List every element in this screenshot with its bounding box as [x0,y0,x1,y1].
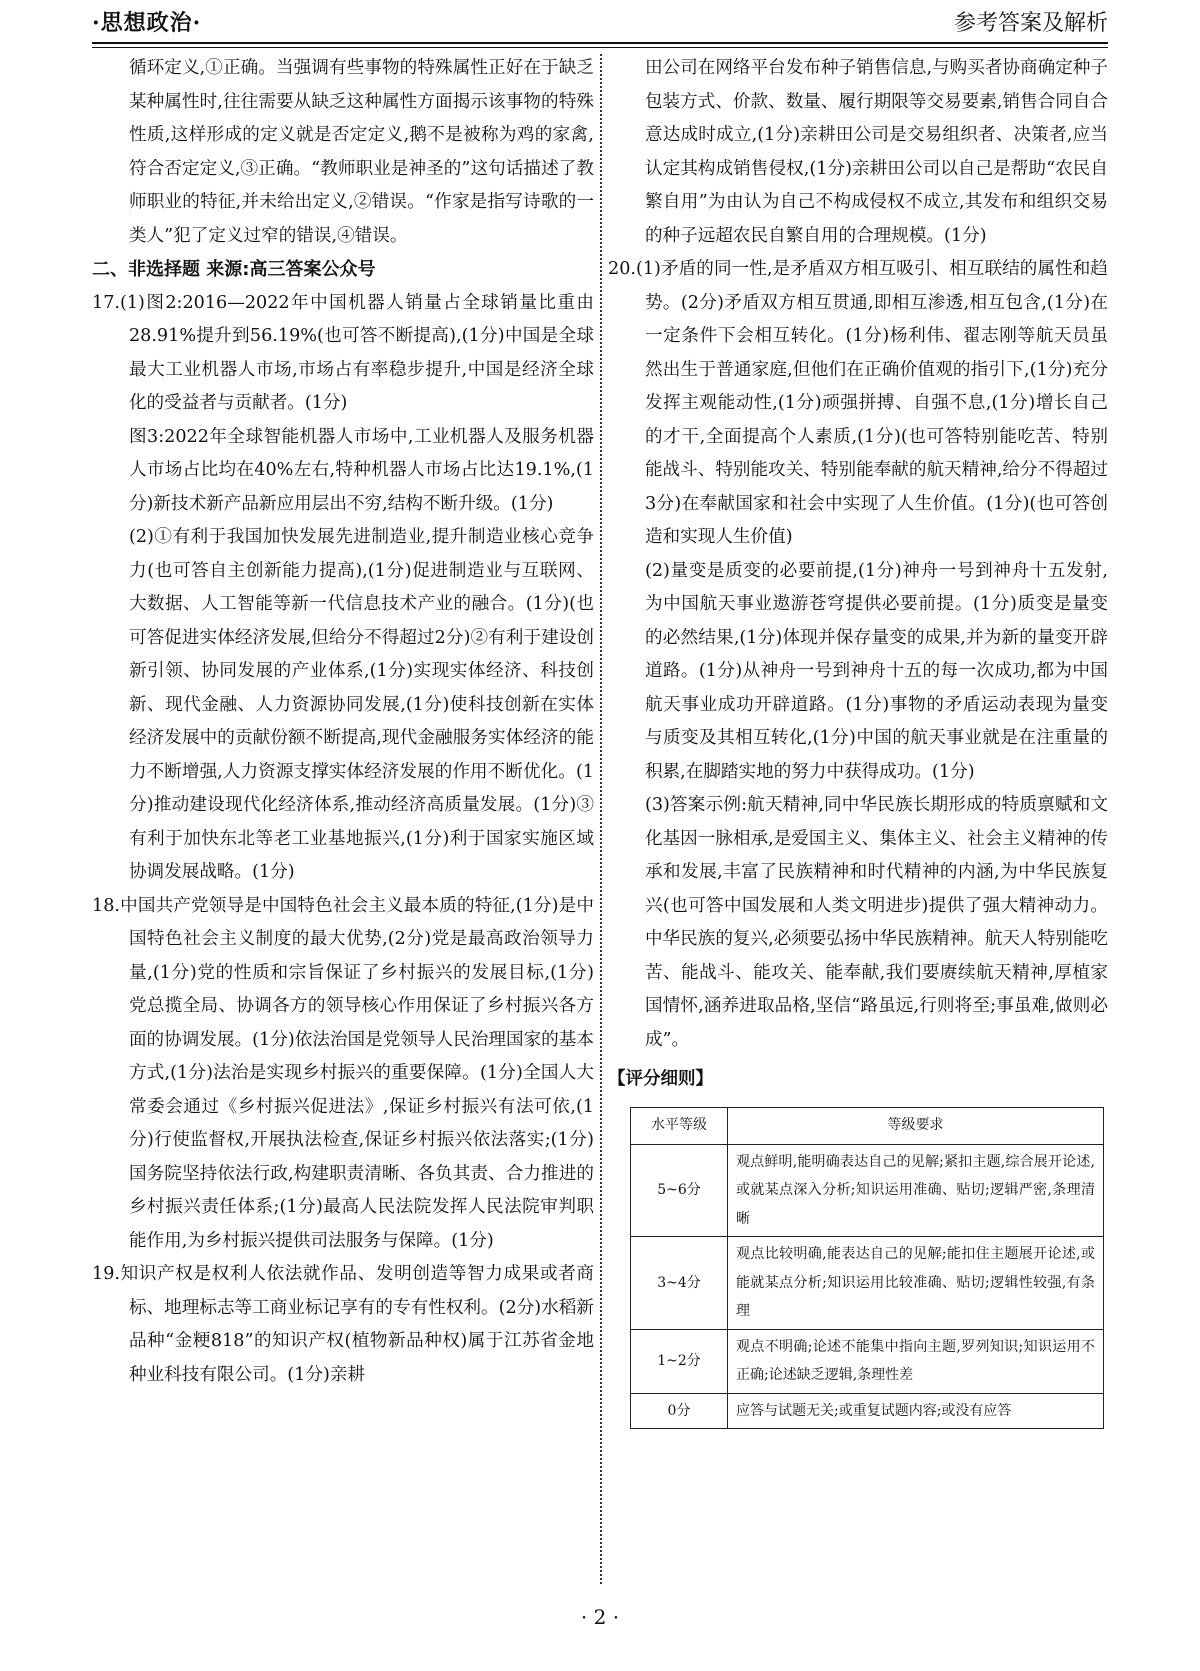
table-header-row [631,1107,1104,1144]
requirement-cell: 观点比较明确,能表达自己的见解;能扣住主题展开论述,或能就某点分析;知识运用比较准确、贴切;逻辑性较强,有条理 [728,1237,1104,1330]
section-title: 二、非选择题 来源:高三答案公众号 [92,259,376,280]
requirement-cell: 观点鲜明,能明确表达自己的见解;紧扣主题,综合展开论述,或就某点深入分析;知识运用准确、贴切;逻辑严密,条理清晰 [728,1144,1104,1237]
intro-paragraph: 循环定义,①正确。当强调有些事物的特殊属性正好在于缺乏某种属性时,往往需要从缺乏这种属性方面揭示该事物的特殊性质,这样形成的定义就是否定定义,鹅不是被称为鸡的家禽,符合否定定义,③正确。“教师职业是神圣的”这句话描述了教师职业的特征,并未给出定义,②错误。“作家是指写诗歌的一类人”犯了定义过窄的错误,④错误。 [128,58,594,246]
q20-part1: 20.(1)矛盾的同一性,是矛盾双方相互吸引、相互联结的属性和趋势。(2分)矛盾双方相互贯通,即相互渗透,相互包含,(1分)在一定条件下会相互转化。(1分)杨利伟、翟志刚等航天员虽然出生于普通家庭,但他们在正确价值观的指引下,(1分)充分发挥主观能动性,(1分)顽强拼搏、自强不息,(1分)增长自己的才干,全面提高个人素质,(1分)(也可答特别能吃苦、特别能战斗、特别能攻关、特别能奉献的航天精神,给分不得超过3分)在奉献国家和社会中实现了人生价值。(1分)(也可答创造和实现人生价值) [608,259,1108,547]
q19-answer-cont: 田公司在网络平台发布种子销售信息,与购买者协商确定种子包装方式、价款、数量、履行期限等交易要素,销售合同自合意达成时成立,(1分)亲耕田公司是交易组织者、决策者,应当认定其构成销售侵权,(1分)亲耕田公司以自己是帮助“农民自繁自用”为由认为自己不构成侵权不成立,其发布和组织交易的种子远超农民自繁自用的合理规模。(1分) [644,58,1108,246]
q20-part3: (3)答案示例:航天精神,同中华民族长期形成的特质禀赋和文化基因一脉相承,是爱国主义、集体主义、社会主义精神的传承和发展,丰富了民族精神和时代精神的内涵,为中华民族复兴(也可答中国发展和人类文明进步)提供了强大精神动力。中华民族的复兴,必须要弘扬中华民族精神。航天人特别能吃苦、能战斗、能攻关、能奉献,我们要赓续航天精神,厚植家国情怀,涵养进取品格,坚信“路虽远,行则将至;事虽难,做则必成”。 [644,795,1108,1050]
level-cell: 1~2分 [631,1329,728,1393]
header-rule-thick [92,42,1108,44]
level-cell: 3~4分 [631,1237,728,1330]
rubric-title: 【评分细则】 [608,1069,713,1089]
q19-answer-start: 19.知识产权是权利人依法就作品、发明创造等智力成果或者商标、地理标志等工商业标记享有的专有性权利。(2分)水稻新品种“金粳818”的知识产权(植物新品种权)属于江苏省金地种业科技有限公司。(1分)亲耕 [92,1264,594,1385]
q18-answer: 18.中国共产党领导是中国特色社会主义最本质的特征,(1分)是中国特色社会主义制度的最大优势,(2分)党是最高政治领导力量,(1分)党的性质和宗旨保证了乡村振兴的发展目标,(1分)党总揽全局、协调各方的领导核心作用保证了乡村振兴各方面的协调发展。(1分)依法治国是党领导人民治理国家的基本方式,(1分)法治是实现乡村振兴的重要保障。(1分)全国人大常委会通过《乡村振兴促进法》,保证乡村振兴有法可依,(1分)行使监督权,开展执法检查,保证乡村振兴依法落实;(1分)国务院坚持依法行政,构建职责清晰、各负其责、合力推进的乡村振兴责任体系;(1分)最高人民法院发挥人民法院审判职能作用,为乡村振兴提供司法服务与保障。(1分) [92,895,594,1251]
table-row [631,1393,1104,1429]
page-number: · 2 · [580,1605,620,1629]
q17-part1-fig3: 图3:2022年全球智能机器人市场中,工业机器人及服务机器人市场占比均在40%左右,特种机器人市场占比达19.1%,(1分)新技术新产品新应用层出不穷,结构不断升级。(1分) [128,426,594,514]
page-header [92,0,1108,44]
level-cell: 5~6分 [631,1144,728,1237]
q20-part2: (2)量变是质变的必要前提,(1分)神舟一号到神舟十五发射,为中国航天事业遨游苍穹提供必要前提。(1分)质变是量变的必然结果,(1分)体现并保存量变的成果,并为新的量变开辟道路。(1分)从神舟一号到神舟十五的每一次成功,都为中国航天事业成功开辟道路。(1分)事物的矛盾运动表现为量变与质变及其相互转化,(1分)中国的航天事业就是在注重量的积累,在脚踏实地的努力中获得成功。(1分) [644,560,1108,782]
table-row [631,1329,1104,1393]
right-column [608,52,1108,1429]
header-title: 参考答案及解析 [953,11,1108,36]
table-row [631,1237,1104,1330]
header-rule-thin [92,47,1108,48]
header-level: 水平等级 [631,1107,728,1144]
header-requirement: 等级要求 [728,1107,1104,1144]
subject-label: ·思想政治· [92,10,202,36]
requirement-cell: 应答与试题无关;或重复试题内容;或没有应答 [728,1393,1104,1429]
grading-table [630,1107,1104,1430]
requirement-cell: 观点不明确;论述不能集中指向主题,罗列知识;知识运用不正确;论述缺乏逻辑,条理性差 [728,1329,1104,1393]
table-row [631,1144,1104,1237]
left-column [92,52,594,1392]
column-divider [600,54,602,1584]
q17-part1-fig2: 17.(1)图2:2016—2022年中国机器人销量占全球销量比重由28.91%提升到56.19%(也可答不断提高),(1分)中国是全球最大工业机器人市场,市场占有率稳步提升,中国是经济全球化的受益者与贡献者。(1分) [92,292,594,413]
level-cell: 0分 [631,1393,728,1429]
q17-part2: (2)①有利于我国加快发展先进制造业,提升制造业核心竞争力(也可答自主创新能力提高),(1分)促进制造业与互联网、大数据、人工智能等新一代信息技术产业的融合。(1分)(也可答促进实体经济发展,但给分不得超过2分)②有利于建设创新引领、协同发展的产业体系,(1分)实现实体经济、科技创新、现代金融、人力资源协同发展,(1分)使科技创新在实体经济发展中的贡献份额不断提高,现代金融服务实体经济的能力不断增强,人力资源支撑实体经济发展的作用不断优化。(1分)推动建设现代化经济体系,推动经济高质量发展。(1分)③有利于加快东北等老工业基地振兴,(1分)利于国家实施区域协调发展战略。(1分) [128,527,594,882]
